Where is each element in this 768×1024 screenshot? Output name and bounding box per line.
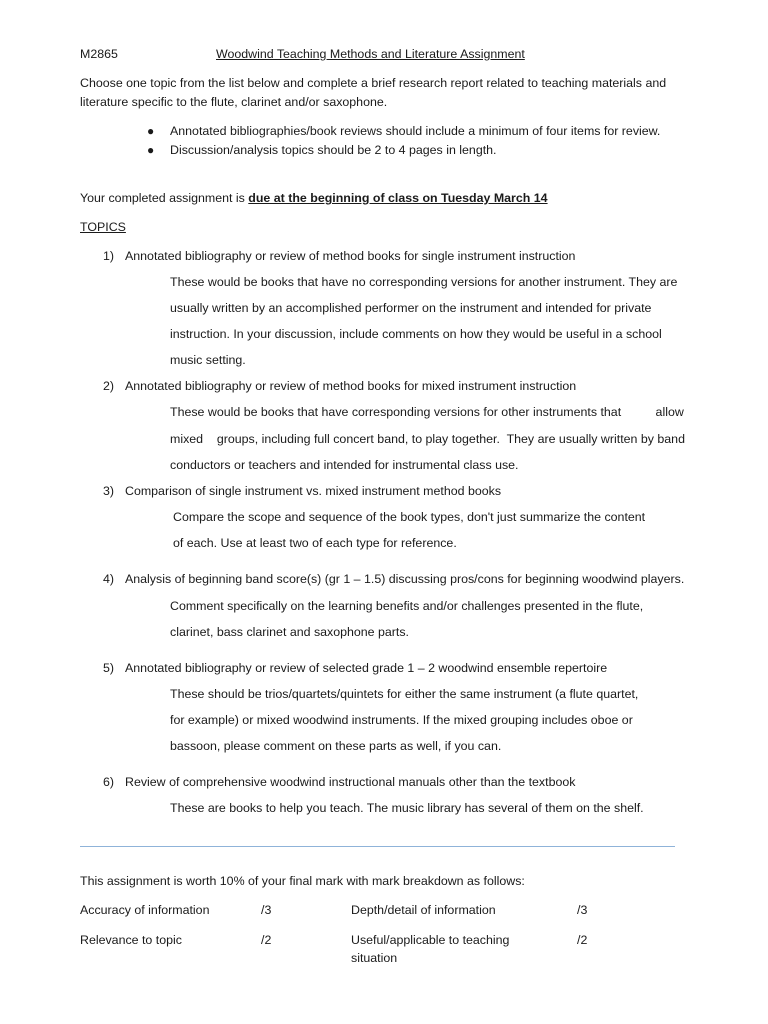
intro-line-2: literature specific to the flute, clarinet and/or saxophone. [80,95,388,109]
due-statement [80,191,548,205]
topic-detail-line: bassoon, please comment on these parts as well, if you can. [170,739,502,753]
topic-detail-line: These should be trios/quartets/quintets for either the same instrument (a flute quartet, [170,687,639,701]
topic-number: 2) [103,379,115,393]
topic-detail-line: of each. Use at least two of each type for reference. [173,536,457,550]
topics-heading: TOPICS [80,220,126,234]
topic-title: Annotated bibliography or review of selected grade 1 – 2 woodwind ensemble repertoire [125,661,608,675]
mark-value: /2 [261,933,272,947]
topic-detail-line: These are books to help you teach. The music library has several of them on the shelf. [170,801,644,815]
topic-number: 5) [103,661,115,675]
topic-title: Annotated bibliography or review of method books for mixed instrument instruction [125,379,577,393]
topic-detail-line: conductors or teachers and intended for instrumental class use. [170,458,519,472]
mark-value: /3 [577,903,588,917]
mark-criterion: Useful/applicable to teaching [351,933,510,947]
topic-detail-line: music setting. [170,353,246,367]
topic-detail-line: for example) or mixed woodwind instruments. If the mixed grouping includes oboe or [170,713,633,727]
topic-detail-line: mixed groups, including full concert band, to play together. They are usually written by band [170,432,685,446]
course-code: M2865 [80,47,118,61]
topic-number: 3) [103,484,115,498]
topic-detail-line: These would be books that have corresponding versions for other instruments that allow [170,405,684,419]
topic-title: Review of comprehensive woodwind instructional manuals other than the textbook [125,775,576,789]
mark-value: /2 [577,933,588,947]
horizontal-divider [80,846,675,847]
bullet-item: Discussion/analysis topics should be 2 to 4 pages in length. [170,143,497,157]
topic-number: 6) [103,775,115,789]
topic-number: 1) [103,249,115,263]
topic-detail-line: clarinet, bass clarinet and saxophone parts. [170,625,410,639]
bullet-icon: ● [147,124,155,138]
due-date: due at the beginning of class on Tuesday March 14 [248,191,548,205]
topic-detail-line: Compare the scope and sequence of the book types, don't just summarize the content [173,510,646,524]
mark-value: /3 [261,903,272,917]
bullet-item: Annotated bibliographies/book reviews should include a minimum of four items for review. [170,124,661,138]
topic-title: Comparison of single instrument vs. mixed instrument method books [125,484,502,498]
topic-title: Annotated bibliography or review of method books for single instrument instruction [125,249,576,263]
mark-criterion: Relevance to topic [80,933,182,947]
mark-criterion: Accuracy of information [80,903,210,917]
marking-intro: This assignment is worth 10% of your final mark with mark breakdown as follows: [80,874,525,888]
topic-detail-line: These would be books that have no corresponding versions for another instrument. They are [170,275,678,289]
mark-criterion-continued: situation [351,951,398,965]
intro-line-1: Choose one topic from the list below and complete a brief research report related to teaching materials and [80,76,667,90]
topic-detail-line: usually written by an accomplished performer on the instrument and intended for private [170,301,652,315]
topic-title: Analysis of beginning band score(s) (gr 1 – 1.5) discussing pros/cons for beginning woodwind players. [125,572,685,586]
due-prefix: Your completed assignment is [80,191,249,205]
topic-detail-line: instruction. In your discussion, include comments on how they would be useful in a school [170,327,662,341]
bullet-icon: ● [147,143,155,157]
topic-number: 4) [103,572,115,586]
mark-criterion: Depth/detail of information [351,903,496,917]
topic-detail-line: Comment specifically on the learning benefits and/or challenges presented in the flute, [170,599,644,613]
document-title: Woodwind Teaching Methods and Literature Assignment [216,47,525,61]
